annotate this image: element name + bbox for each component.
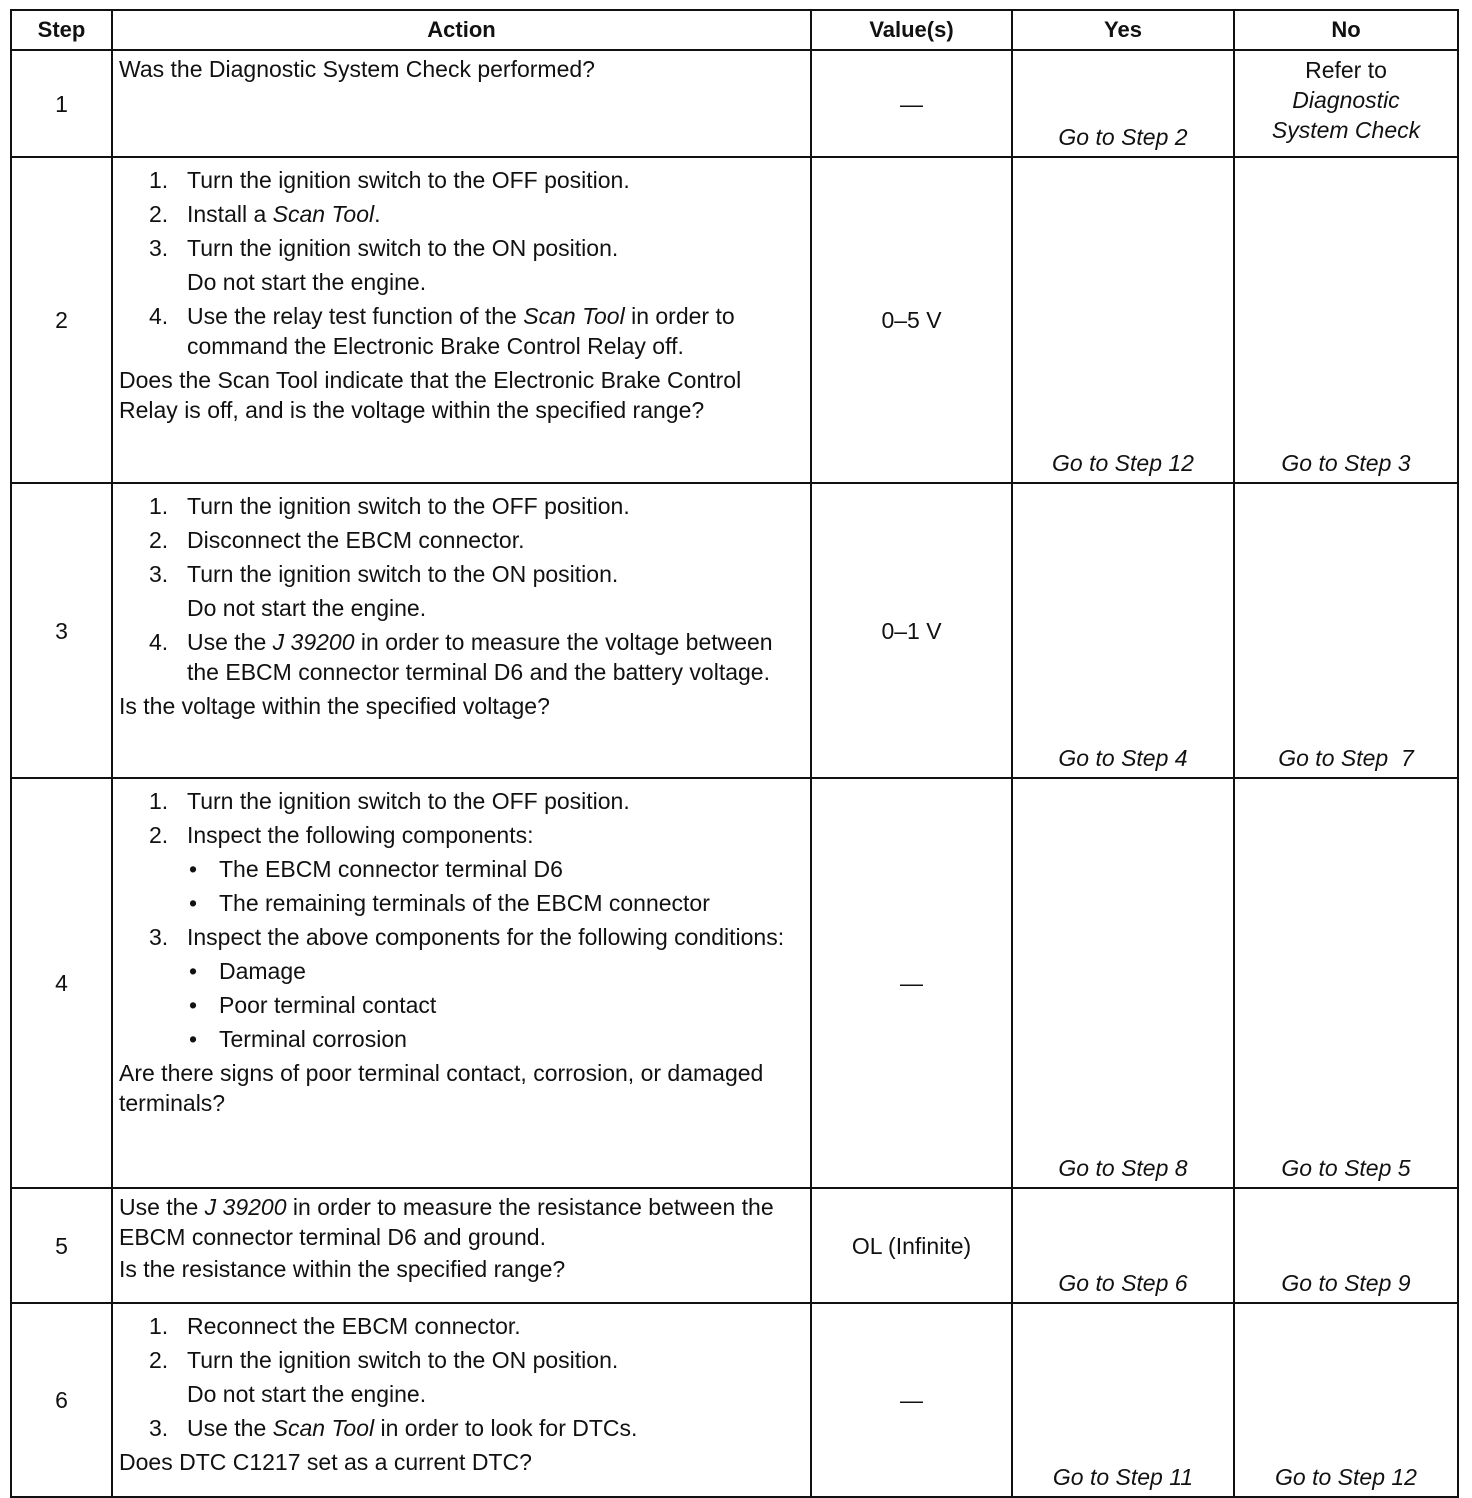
no-cell: Go to Step 12 (1234, 1303, 1458, 1497)
yes-cell: Go to Step 4 (1012, 483, 1234, 778)
step-number: 3 (11, 483, 112, 778)
numbered-item (119, 233, 804, 263)
numbered-item (119, 525, 804, 555)
step-number: 2 (11, 157, 112, 483)
step-number: 6 (11, 1303, 112, 1497)
value-cell: — (811, 778, 1012, 1188)
bullet-item (119, 956, 804, 986)
yes-cell: Go to Step 12 (1012, 157, 1234, 483)
header-yes: Yes (1012, 10, 1234, 50)
item-number: 1. (149, 493, 169, 519)
no-text-line: Refer to (1305, 57, 1387, 83)
value-cell: 0–1 V (811, 483, 1012, 778)
item-number: 3. (149, 1415, 169, 1441)
table-row (11, 778, 1458, 1188)
numbered-item (119, 301, 804, 361)
bullet-icon: • (189, 958, 198, 984)
numbered-item (119, 1311, 804, 1341)
header-row (11, 10, 1458, 50)
bullet-item (119, 854, 804, 884)
bullet-icon: • (189, 992, 198, 1018)
item-text: Inspect the above components for the following conditions: (187, 924, 785, 950)
item-text: Install a Scan Tool. (187, 201, 381, 227)
item-text: Use the J 39200 in order to measure the voltage between the EBCM connector terminal D6 and the battery voltage. (187, 629, 773, 685)
value-cell: — (811, 50, 1012, 157)
no-text-line: Diagnostic (1292, 87, 1400, 113)
step-number: 5 (11, 1188, 112, 1303)
table-row (11, 1303, 1458, 1497)
yes-cell: Go to Step 8 (1012, 778, 1234, 1188)
numbered-item (119, 491, 804, 521)
header-action: Action (112, 10, 811, 50)
item-number: 1. (149, 167, 169, 193)
item-text: Reconnect the EBCM connector. (187, 1313, 521, 1339)
item-number: 1. (149, 1313, 169, 1339)
item-text: Turn the ignition switch to the OFF position. (187, 167, 630, 193)
numbered-item (119, 1345, 804, 1375)
item-text: Use the Scan Tool in order to look for DTCs. (187, 1415, 638, 1441)
table-row (11, 157, 1458, 483)
numbered-item (119, 786, 804, 816)
value-cell: — (811, 1303, 1012, 1497)
item-number: 3. (149, 561, 169, 587)
question-text: Are there signs of poor terminal contact, corrosion, or damaged terminals? (119, 1060, 764, 1116)
table-row (11, 483, 1458, 778)
yes-cell: Go to Step 11 (1012, 1303, 1234, 1497)
yes-cell: Go to Step 2 (1012, 50, 1234, 157)
item-number: 2. (149, 822, 169, 848)
header-no: No (1234, 10, 1458, 50)
numbered-item (119, 922, 804, 952)
bullet-icon: • (189, 890, 198, 916)
item-number: 4. (149, 303, 169, 329)
item-text: Turn the ignition switch to the ON position. (187, 1347, 619, 1373)
item-text: Turn the ignition switch to the ON position. (187, 235, 619, 261)
sub-note: Do not start the engine. (187, 1381, 427, 1407)
sub-note: Do not start the engine. (187, 595, 427, 621)
question-text: Does the Scan Tool indicate that the Electronic Brake Control Relay is off, and is the voltage within the specified range? (119, 367, 742, 423)
action-cell (112, 157, 811, 483)
sub-note: Do not start the engine. (187, 269, 427, 295)
question-text: Was the Diagnostic System Check performed? (119, 56, 595, 82)
diagnostic-table (10, 9, 1459, 1498)
yes-cell: Go to Step 6 (1012, 1188, 1234, 1303)
item-number: 4. (149, 629, 169, 655)
numbered-item (119, 820, 804, 850)
action-cell (112, 778, 811, 1188)
item-number: 2. (149, 201, 169, 227)
header-step: Step (11, 10, 112, 50)
item-number: 3. (149, 924, 169, 950)
table-row (11, 50, 1458, 157)
item-number: 2. (149, 1347, 169, 1373)
item-number: 2. (149, 527, 169, 553)
numbered-item (119, 627, 804, 687)
item-number: 3. (149, 235, 169, 261)
step-number: 1 (11, 50, 112, 157)
bullet-text: Terminal corrosion (219, 1026, 407, 1052)
numbered-item (119, 559, 804, 589)
question-text: Is the voltage within the specified voltage? (119, 693, 550, 719)
question-text: Does DTC C1217 set as a current DTC? (119, 1449, 532, 1475)
table-row (11, 1188, 1458, 1303)
bullet-item (119, 1024, 804, 1054)
bullet-text: The EBCM connector terminal D6 (219, 856, 563, 882)
no-cell: Go to Step 7 (1234, 483, 1458, 778)
value-cell: 0–5 V (811, 157, 1012, 483)
item-text: Disconnect the EBCM connector. (187, 527, 525, 553)
item-text: Turn the ignition switch to the OFF position. (187, 788, 630, 814)
no-cell: Go to Step 9 (1234, 1188, 1458, 1303)
bullet-text: Poor terminal contact (219, 992, 437, 1018)
item-text: Inspect the following components: (187, 822, 534, 848)
no-cell: Go to Step 5 (1234, 778, 1458, 1188)
numbered-item (119, 165, 804, 195)
no-cell: Go to Step 3 (1234, 157, 1458, 483)
instruction-text: Use the J 39200 in order to measure the resistance between the EBCM connector terminal D6 and ground. (119, 1194, 774, 1250)
action-cell (112, 1303, 811, 1497)
bullet-icon: • (189, 856, 198, 882)
bullet-item (119, 990, 804, 1020)
step-number: 4 (11, 778, 112, 1188)
bullet-text: Damage (219, 958, 306, 984)
question-text: Is the resistance within the specified range? (119, 1256, 566, 1282)
no-cell (1234, 50, 1458, 157)
bullet-icon: • (189, 1026, 198, 1052)
no-text-line: System Check (1271, 117, 1421, 143)
item-number: 1. (149, 788, 169, 814)
action-cell (112, 50, 811, 157)
numbered-item (119, 199, 804, 229)
bullet-text: The remaining terminals of the EBCM connector (219, 890, 710, 916)
item-text: Turn the ignition switch to the OFF position. (187, 493, 630, 519)
action-cell (112, 483, 811, 778)
item-text: Turn the ignition switch to the ON position. (187, 561, 619, 587)
item-text: Use the relay test function of the Scan Tool in order to command the Electronic Brake Control Relay off. (187, 303, 735, 359)
action-cell (112, 1188, 811, 1303)
value-cell: OL (Infinite) (811, 1188, 1012, 1303)
header-values: Value(s) (811, 10, 1012, 50)
numbered-item (119, 1413, 804, 1443)
bullet-item (119, 888, 804, 918)
